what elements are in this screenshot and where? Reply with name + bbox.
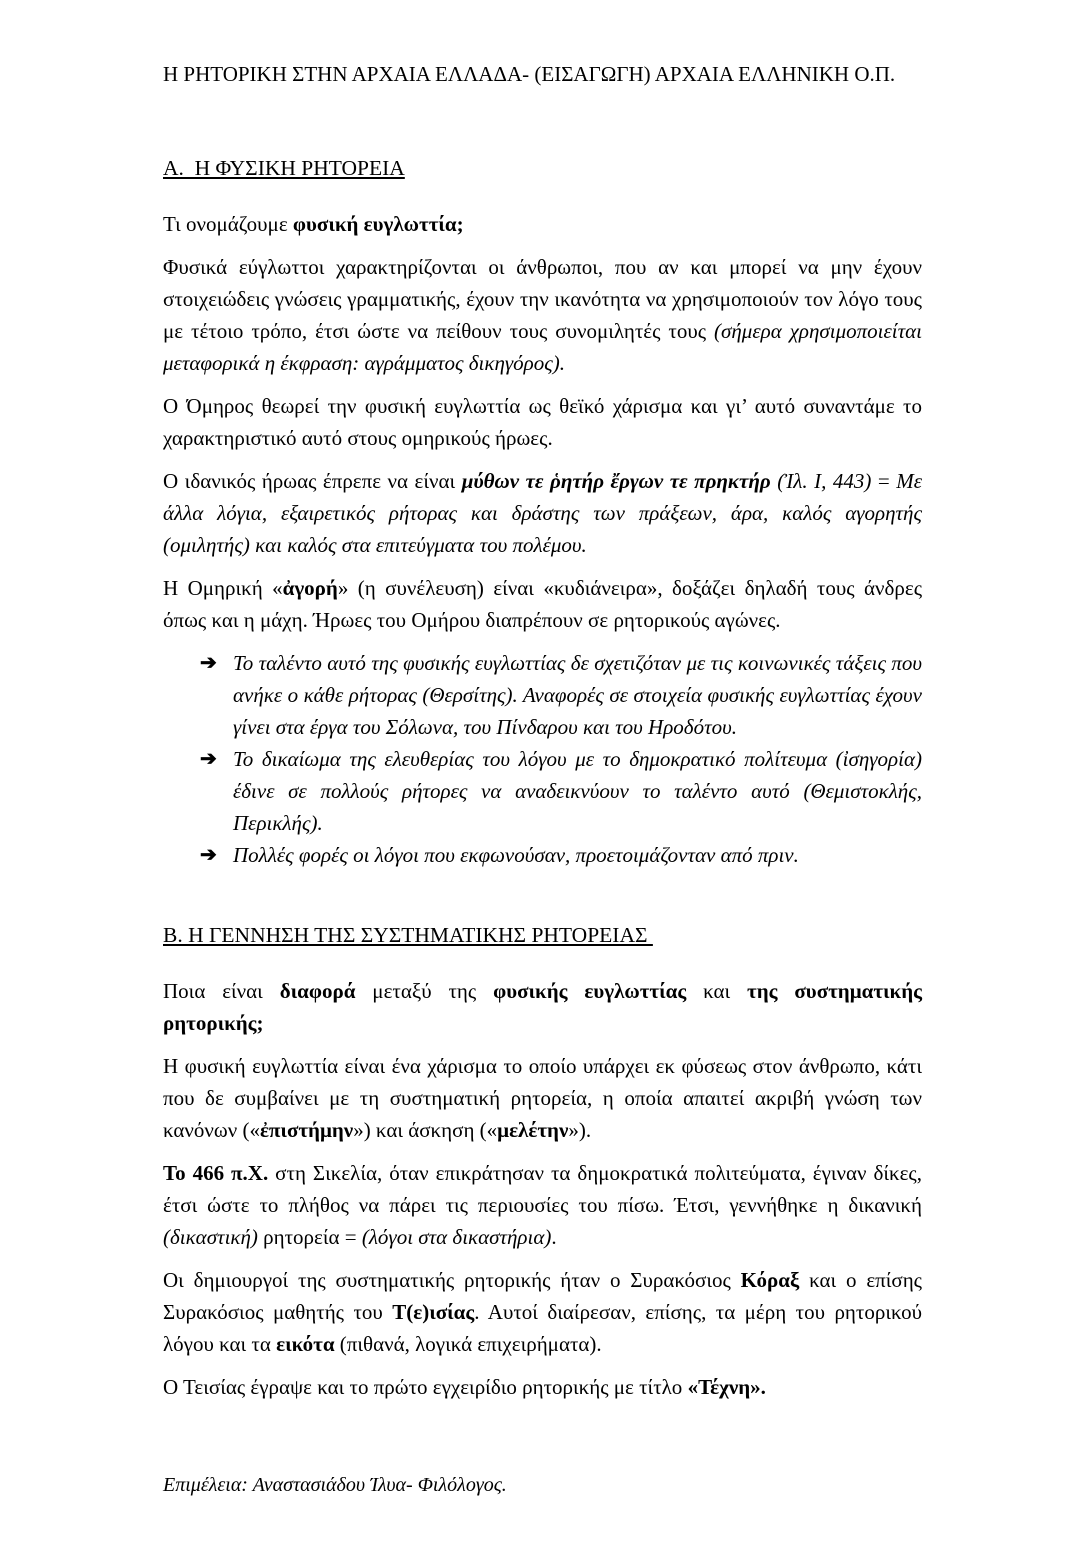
- text-run: Κόραξ: [740, 1268, 800, 1292]
- text-run: «Τέχνη».: [687, 1375, 766, 1399]
- text-run: μελέτην: [497, 1118, 569, 1142]
- text-run: ἀγορή: [282, 576, 338, 600]
- text-run: . Αυτοί διαίρεσαν, επίσης, τα μέρη του ρητορικού λόγου και τα: [163, 1300, 922, 1356]
- text-run: της συστηματικής ρητορικής;: [163, 979, 922, 1035]
- bullet-item: [163, 839, 922, 871]
- bullet-list: [163, 647, 922, 871]
- section-heading: Β. Η ΓΕΝΝΗΣΗ ΤΗΣ ΣΥΣΤΗΜΑΤΙΚΗΣ ΡΗΤΟΡΕΙΑΣ: [163, 923, 653, 947]
- text-run: διαφορά: [279, 979, 356, 1003]
- text-run: Το δικαίωμα της ελευθερίας του λόγου με το δημοκρατικό πολίτευμα (ἰσηγορία) έδινε σε πολλούς ρήτορες να αναδεικνύουν το ταλέντο αυτό (Θεμιστοκλής, Περικλής).: [233, 747, 922, 835]
- bullet-text: [233, 743, 922, 839]
- paragraph: [163, 1050, 922, 1146]
- document-section: [163, 152, 922, 871]
- text-run: Το ταλέντο αυτό της φυσικής ευγλωττίας δε σχετιζόταν με τις κοινωνικές τάξεις που ανήκε ο κάθε ρήτορας (Θερσίτης). Αναφορές σε στοιχεία φυσικής ευγλωττίας έχουν γίνει στα έργα του Σόλωνα, του Πίνδαρου και του Ηροδότου.: [233, 651, 922, 739]
- text-run: Ποια είναι: [163, 979, 280, 1003]
- text-run: φυσική ευγλωττία;: [292, 212, 464, 236]
- document-sections: [163, 152, 922, 1403]
- bullet-text: [233, 839, 922, 871]
- text-run: Ο ιδανικός ήρωας έπρεπε να είναι: [163, 469, 462, 493]
- paragraph: [163, 465, 922, 561]
- bullet-item: [163, 647, 922, 743]
- paragraph: [163, 1264, 922, 1360]
- text-run: Τι ονομάζουμε: [163, 212, 293, 236]
- paragraph: [163, 572, 922, 636]
- text-run: ») και άσκηση («: [353, 1118, 498, 1142]
- text-run: μεταξύ της: [355, 979, 494, 1003]
- text-run: Η Ομηρική «: [163, 576, 283, 600]
- paragraph: [163, 975, 922, 1039]
- paragraph: [163, 1371, 922, 1403]
- text-run: φυσικής ευγλωττίας: [493, 979, 687, 1003]
- text-run: (δικαστική): [163, 1225, 258, 1249]
- paragraph: [163, 390, 922, 454]
- text-run: Η φυσική ευγλωττία είναι ένα χάρισμα το οποίο υπάρχει εκ φύσεως στον άνθρωπο, κάτι που δε συμβαίνει με τη συστηματική ρητορεία, η οποία απαιτεί ακριβή γνώση των κανόνων («: [163, 1054, 922, 1142]
- text-run: Φυσικά εύγλωττοι χαρακτηρίζονται οι άνθρωποι, που αν και μπορεί να μην έχουν στοιχειώδεις γνώσεις γραμματικής, έχουν την ικανότητα να χρησιμοποιούν τον λόγο τους με τέτοιο τρόπο, έτσι ώστε να πείθουν τους συνομιλητές τους: [163, 255, 922, 343]
- text-run: (σήμερα χρησιμοποιείται μεταφορικά η έκφραση: αγράμματος δικηγόρος).: [163, 319, 922, 375]
- text-run: (Ἰλ. Ι, 443): [777, 469, 872, 493]
- text-run: εικότα: [276, 1332, 335, 1356]
- text-run: (πιθανά, λογικά επιχειρήματα).: [334, 1332, 602, 1356]
- paragraph: [163, 251, 922, 379]
- text-run: ρητορεία =: [257, 1225, 362, 1249]
- text-run: Πολλές φορές οι λόγοι που εκφωνούσαν, προετοιμάζονταν από πριν.: [233, 843, 799, 867]
- document-title: Η ΡΗΤΟΡΙΚΗ ΣΤΗΝ ΑΡΧΑΙΑ ΕΛΛΑΔΑ- (ΕΙΣΑΓΩΓΗ) ΑΡΧΑΙΑ ΕΛΛΗΝΙΚΗ Ο.Π.: [163, 62, 896, 86]
- arrow-bullet-icon: ➔: [200, 844, 217, 866]
- text-run: .: [551, 1225, 557, 1249]
- text-run: »).: [568, 1118, 592, 1142]
- text-run: και ο επίσης Συρακόσιος μαθητής του: [163, 1268, 923, 1324]
- text-run: Ο Όμηρος θεωρεί την φυσική ευγλωττία ως θεϊκό χάρισμα και γι’ αυτό συναντάμε το χαρακτηριστικό αυτό στους ομηρικούς ήρωες.: [163, 394, 922, 450]
- footer-credit: Επιμέλεια: Αναστασιάδου Ίλυα- Φιλόλογος.: [163, 1474, 507, 1496]
- paragraph: [163, 208, 922, 240]
- bullet-item: [163, 743, 922, 839]
- arrow-bullet-icon: ➔: [200, 748, 217, 770]
- text-run: ἐπιστήμην: [259, 1118, 354, 1142]
- text-run: » (η συνέλευση) είναι «κυδιάνειρα», δοξάζει δηλαδή τους άνδρες όπως και η μάχη. Ήρωες του Ομήρου διαπρέπουν σε ρητορικούς αγώνες.: [163, 576, 923, 632]
- document-section: [163, 919, 922, 1403]
- text-run: μύθων τε ῥητήρ ἔργων τε πρηκτήρ: [461, 469, 778, 493]
- arrow-bullet-icon: ➔: [200, 652, 217, 674]
- bullet-text: [233, 647, 922, 743]
- text-run: (λόγοι στα δικαστήρια): [361, 1225, 552, 1249]
- section-heading: Α. Η ΦΥΣΙΚΗ ΡΗΤΟΡΕΙΑ: [163, 156, 405, 180]
- text-run: Οι δημιουργοί της συστηματικής ρητορικής ήταν ο Συρακόσιος: [163, 1268, 741, 1292]
- paragraph: [163, 1157, 922, 1253]
- text-run: Τ(ε)ισίας: [392, 1300, 475, 1324]
- text-run: και: [686, 979, 748, 1003]
- text-run: =: [871, 469, 897, 493]
- text-run: στη Σικελία, όταν επικράτησαν τα δημοκρατικά πολιτεύματα, έγιναν δίκες, έτσι ώστε το πλήθος να πάρει τις περιουσίες του πίσω. Έτσι, γεννήθηκε η δικανική: [163, 1161, 923, 1217]
- text-run: Το 466 π.Χ.: [163, 1161, 269, 1185]
- text-run: Με άλλα λόγια, εξαιρετικός ρήτορας και δράστης των πράξεων, άρα, καλός αγορητής (ομιλητής) και καλός στα επιτεύγματα του πολέμου.: [163, 469, 923, 557]
- text-run: Ο Τεισίας έγραψε και το πρώτο εγχειρίδιο ρητορικής με τίτλο: [163, 1375, 688, 1399]
